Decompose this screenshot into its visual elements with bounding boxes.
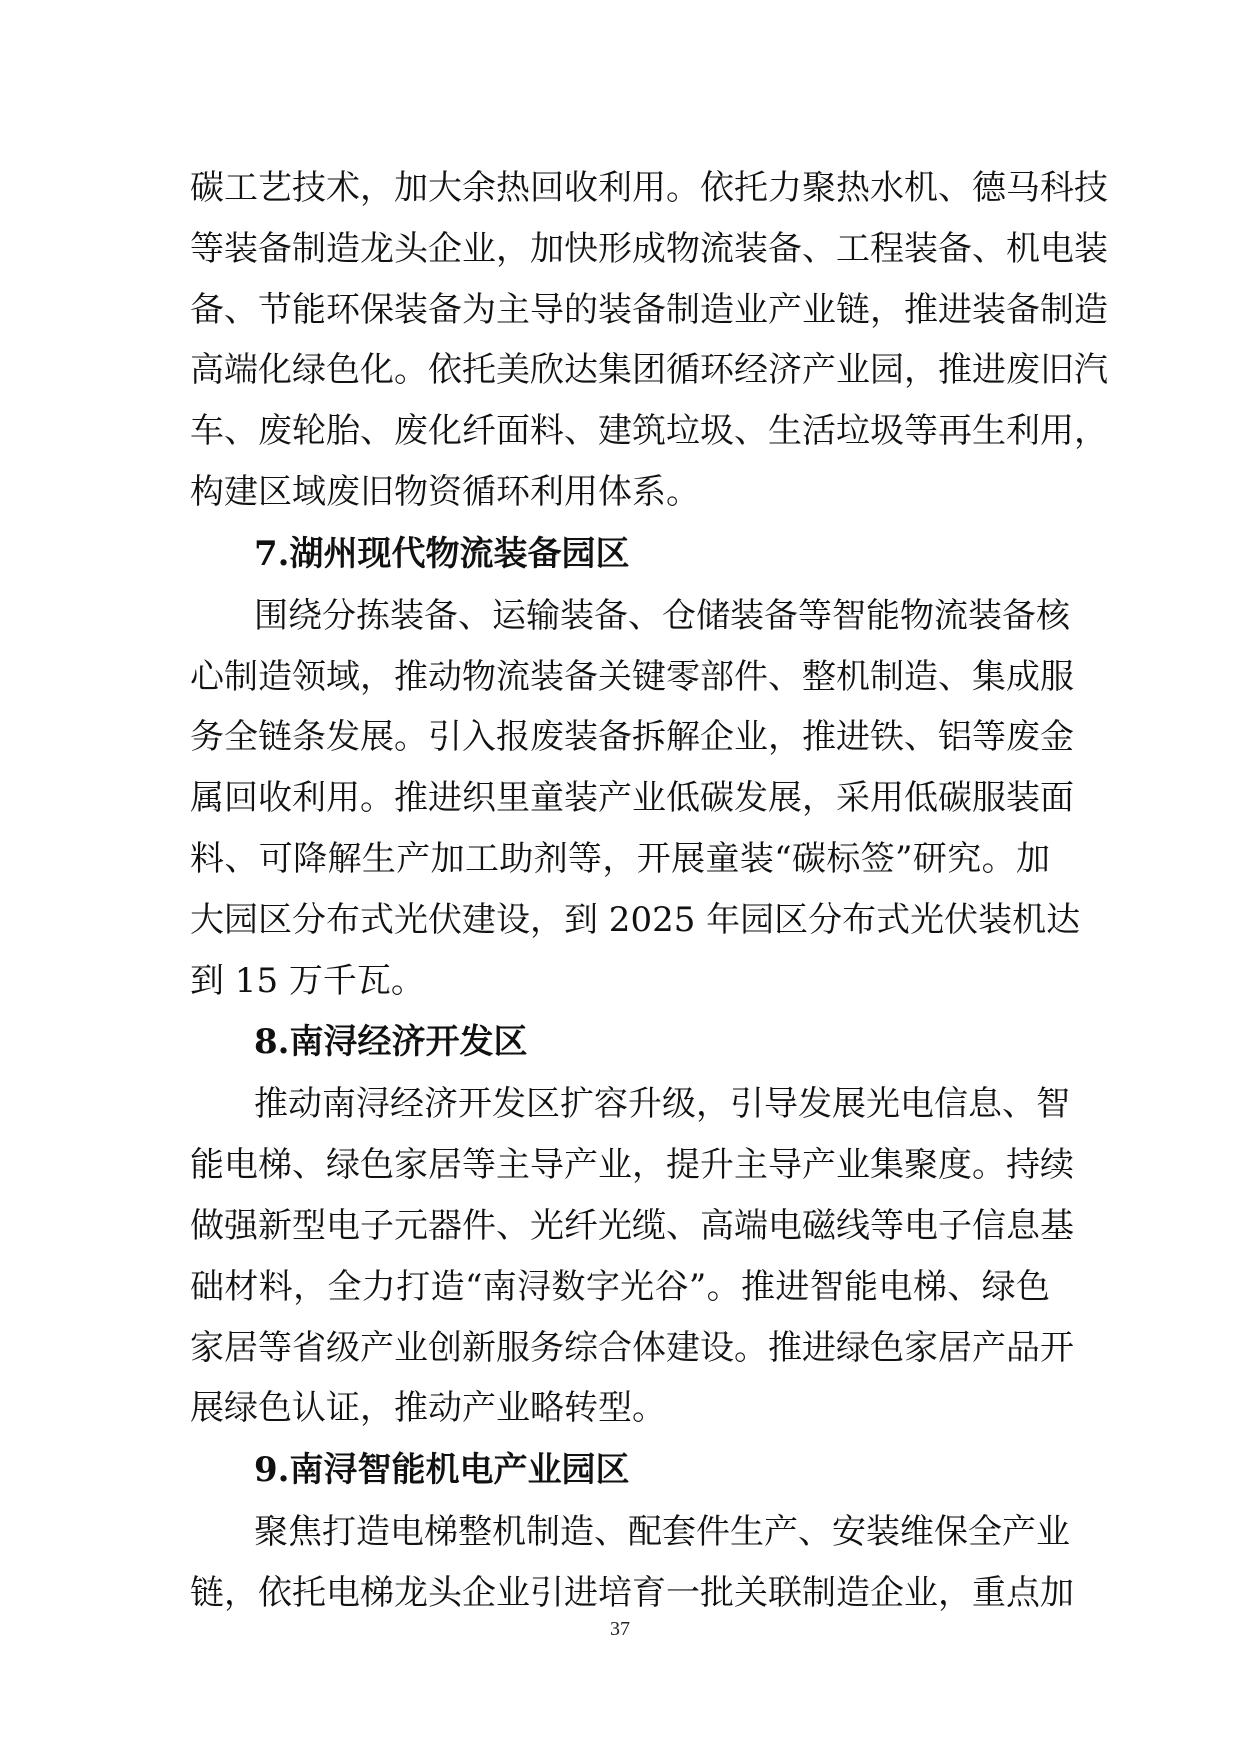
text-line: 高端化绿色化。依托美欣达集团循环经济产业园，推进废旧汽 — [190, 350, 1108, 391]
text-line: 碳工艺技术，加大余热回收利用。依托力聚热水机、德马科技 — [190, 168, 1108, 208]
text-line: 础材料，全力打造“南浔数字光谷”。推进智能电梯、绿色 — [190, 1266, 1050, 1307]
body-text — [190, 158, 1108, 1624]
text-line: 展绿色认证，推动产业略转型。 — [190, 1388, 666, 1429]
text-line: 等装备制造龙头企业，加快形成物流装备、工程装备、机电装 — [190, 228, 1108, 269]
text-line: 备、节能环保装备为主导的装备制造业产业链，推进装备制造 — [190, 289, 1108, 330]
text-line: 推动南浔经济开发区扩容升级，引导发展光电信息、智 — [254, 1084, 1070, 1125]
text-line: 心制造领域，推动物流装备关键零部件、整机制造、集成服 — [190, 656, 1074, 697]
text-line: 车、废轮胎、废化纤面料、建筑垃圾、生活垃圾等再生利用， — [190, 411, 1108, 452]
text-line: 家居等省级产业创新服务综合体建设。推进绿色家居产品开 — [190, 1327, 1074, 1368]
page-number: 37 — [610, 1618, 630, 1640]
text-line: 到 15 万千瓦。 — [190, 960, 425, 1001]
text-line: 能电梯、绿色家居等主导产业，提升主导产业集聚度。持续 — [190, 1145, 1074, 1186]
text-line: 链，依托电梯龙头企业引进培育一批关联制造企业，重点加 — [190, 1572, 1074, 1613]
text-line: 聚焦打造电梯整机制造、配套件生产、安装维保全产业 — [254, 1512, 1070, 1553]
section-heading: 7.湖州现代物流装备园区 — [254, 533, 630, 574]
text-line: 做强新型电子元器件、光纤光缆、高端电磁线等电子信息基 — [190, 1205, 1074, 1246]
text-line: 料、可降解生产加工助剂等，开展童装“碳标签”研究。加 — [190, 838, 1050, 879]
section-heading: 8.南浔经济开发区 — [254, 1022, 528, 1063]
text-line: 大园区分布式光伏建设，到 2025 年园区分布式光伏装机达 — [190, 899, 1081, 940]
section-heading: 9.南浔智能机电产业园区 — [254, 1450, 630, 1491]
text-line: 围绕分拣装备、运输装备、仓储装备等智能物流装备核 — [254, 595, 1070, 636]
text-line: 务全链条发展。引入报废装备拆解企业，推进铁、铝等废金 — [190, 717, 1074, 758]
text-line: 构建区域废旧物资循环利用体系。 — [190, 471, 700, 512]
text-line: 属回收利用。推进织里童装产业低碳发展，采用低碳服装面 — [190, 778, 1074, 819]
